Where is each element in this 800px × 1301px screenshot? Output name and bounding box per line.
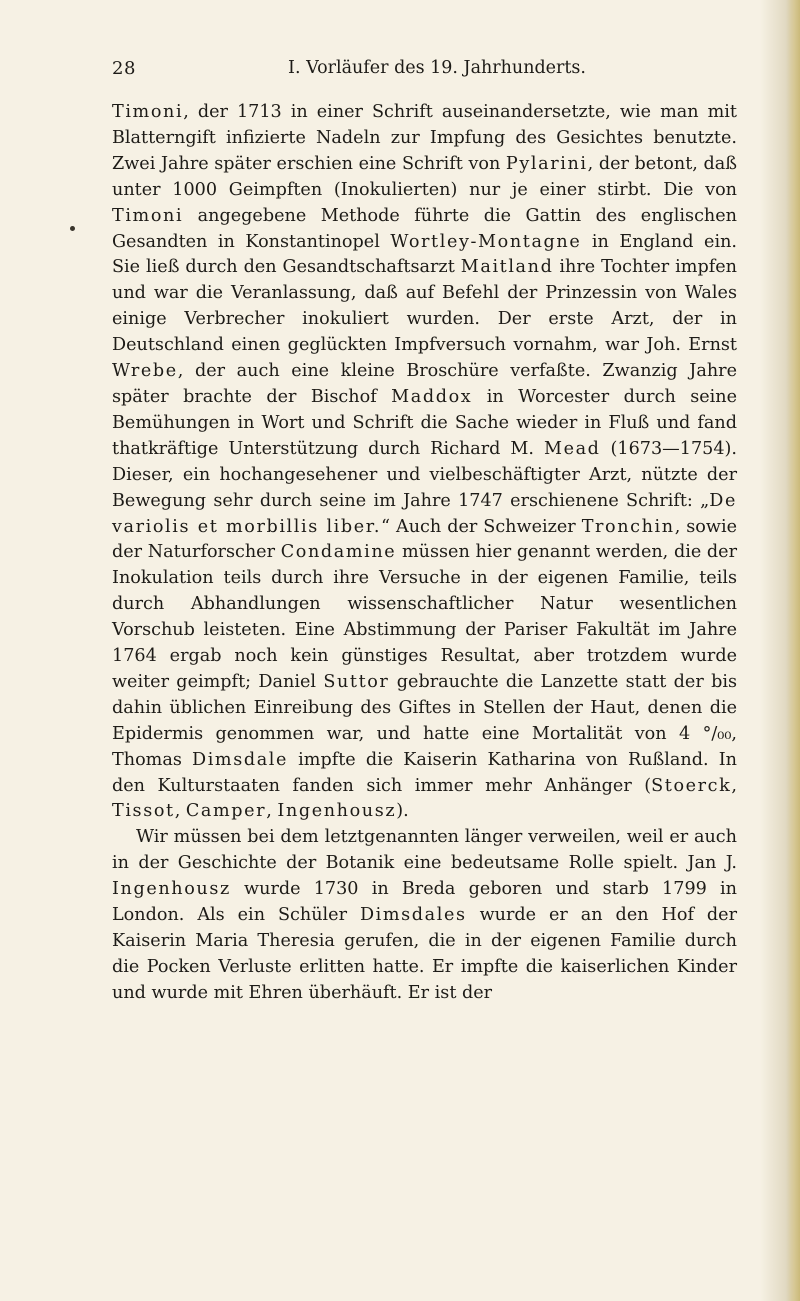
text-run: in England ein. Sie ließ durch den Gesandtschaftsarzt <box>112 231 737 278</box>
text-run: , der 1713 in einer Schrift auseinandersetzte, wie man mit Blatterngift infizierte Nadeln zur Impfung des Gesichtes benutzte. Zwei Jahre später erschien eine Schrift von <box>112 102 737 174</box>
person-name: Wortley-Montagne <box>390 231 582 252</box>
text-run: wurde er an den Hof der Kaiserin Maria Theresia gerufen, die in der eigenen Familie durch die Pocken Verluste erlitten hatte. Er impfte die kaiserlichen Kinder und wurde mit Ehren überhäuft. Er ist der <box>112 905 737 1003</box>
page-edge-shadow <box>786 0 800 1301</box>
page-number: 28 <box>112 58 136 79</box>
text-run: , <box>731 775 737 796</box>
text-run: , der betont, daß unter 1000 Geimpften (Inokulierten) nur je einer stirbt. Die von <box>112 153 737 200</box>
person-name: Dimsdale <box>191 749 289 770</box>
text-run: in Worcester durch seine Bemühungen in Wort und Schrift die Sache wieder in Fluß und fand thatkräftige Unterstützung durch Richard M. <box>112 386 737 459</box>
text-run: “ Auch der Schweizer <box>381 516 582 537</box>
person-name: Mead <box>543 438 601 459</box>
person-name: Condamine <box>280 542 397 563</box>
ink-spot <box>70 226 75 231</box>
text-run: wurde 1730 in Breda geboren und starb 1799 in London. Als ein Schüler <box>112 879 737 926</box>
person-name: Timoni <box>112 205 184 226</box>
person-name: Wrebe <box>112 361 178 382</box>
person-name: Timoni <box>112 102 184 122</box>
text-run: angegebene Methode führte die Gattin des englischen Gesandten in Konstantinopel <box>112 205 737 252</box>
book-title: De variolis et morbillis liber. <box>112 490 737 537</box>
text-run: impfte die Kaiserin Katharina von Rußland. In den Kulturstaaten fanden sich immer mehr Anhänger ( <box>112 749 737 796</box>
person-name: Stoerck <box>651 775 732 796</box>
body-text <box>112 100 737 1007</box>
paragraph-1 <box>112 100 737 825</box>
person-name: Maitland <box>460 257 554 278</box>
person-name: Tronchin <box>581 516 675 537</box>
person-name: Camper <box>185 801 267 822</box>
text-run: , <box>174 801 186 822</box>
text-run: , <box>266 801 278 822</box>
running-head: I. Vorläufer des 19. Jahrhunderts. <box>288 58 586 78</box>
person-name: Maddox <box>391 386 473 407</box>
person-name: Ingenhousz <box>277 801 397 822</box>
page-header <box>112 58 732 84</box>
text-run: Wir müssen bei dem letztgenannten länger verweilen, weil er auch in der Geschichte der Botanik eine bedeutsame Rolle spielt. Jan J. <box>112 827 737 874</box>
person-name: Ingenhousz <box>112 879 231 900</box>
text-run: , der auch eine kleine Broschüre verfaßte. Zwanzig Jahre später brachte der Bischof <box>112 361 737 407</box>
text-run: , sowie der Naturforscher <box>112 516 737 563</box>
person-name: Pylarini <box>505 153 588 174</box>
person-name: Dimsdales <box>359 905 467 926</box>
paragraph-2 <box>112 825 737 1006</box>
text-run: müssen hier genannt werden, die der Inokulation teils durch ihre Versuche in der eigenen Familie, teils durch Abhandlungen wissenschaftlicher Natur wesentlichen Vorschub leisteten. Eine Abstimmung der Pariser Fakultät im Jahre 1764 ergab noch kein günstiges Resultat, aber trotzdem wurde weiter geimpft; Daniel <box>112 542 738 692</box>
text-run: gebrauchte die Lanzette statt der bis dahin üblichen Einreibung des Giftes in Stellen der Haut, denen die Epidermis genommen war, und hatte eine Mortalität von 4 °/₀₀, Thomas <box>112 671 737 770</box>
text-run: (1673—1754). Dieser, ein hochangesehener und vielbeschäftigter Arzt, nützte der Bewegung sehr durch seine im Jahre 1747 erschienene Schrift: „ <box>112 438 737 511</box>
person-name: Suttor <box>323 671 390 692</box>
text-run: ). <box>396 801 409 822</box>
text-run: ihre Tochter impfen und war die Veranlassung, daß auf Befehl der Prinzessin von Wales einige Verbrecher inokuliert wurden. Der erste Arzt, der in Deutschland einen geglückten Impfversuch vornahm, war Joh. Ernst <box>112 257 737 356</box>
person-name: Tissot <box>112 801 175 822</box>
